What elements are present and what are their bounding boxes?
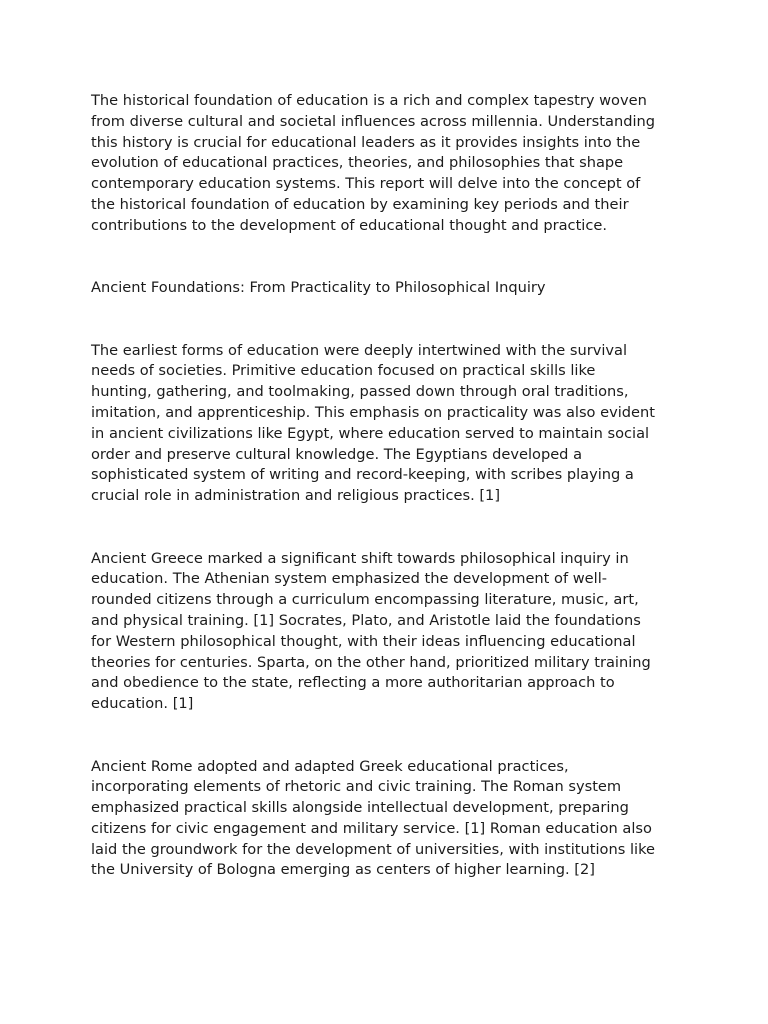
paragraph-ancient-greece: Ancient Greece marked a significant shift towards philosophical inquiry in education. The Athenian system emphasized the development of well- rounded citizens through a curriculum encompassing literature, music, art, and physical training. [1] Socrates, Plato, and Aristotle laid the foundations for Western philosophical thought, with their ideas influencing educational theories for centuries. Sparta, on the other hand, prioritized military training and obedience to the state, reflecting a more authoritarian approach to education. [1] (91, 549, 651, 713)
section-heading: Ancient Foundations: From Practicality to Philosophical Inquiry (91, 279, 546, 297)
spacer (91, 507, 691, 549)
paragraph-ancient-rome: Ancient Rome adopted and adapted Greek educational practices, incorporating elements of rhetoric and civic training. The Roman system emphasized practical skills alongside intellectual development, preparing citizens for civic engagement and military service. [1] Roman education also laid the groundwork for the development of universities, with institutions like the University of Bologna emerging as centers of higher learning. [2] (91, 757, 655, 879)
spacer (91, 299, 691, 341)
document-page (91, 91, 691, 881)
intro-paragraph: The historical foundation of education is a rich and complex tapestry woven from diverse cultural and societal influences across millennia. Understanding this history is crucial for educational leaders as it provides insights into the evolution of educational practices, theories, and philosophies that shape contemporary education systems. This report will delve into the concept of the historical foundation of education by examining key periods and their contributions to the development of educational thought and practice. (91, 92, 656, 234)
spacer (91, 715, 691, 757)
paragraph-primitive-egypt: The earliest forms of education were deeply intertwined with the survival needs of societies. Primitive education focused on practical skills like hunting, gathering, and toolmaking, passed down through oral traditions, imitation, and apprenticeship. This emphasis on practicality was also evident in ancient civilizations like Egypt, where education served to maintain social order and preserve cultural knowledge. The Egyptians developed a sophisticated system of writing and record-keeping, with scribes playing a crucial role in administration and religious practices. [1] (91, 341, 656, 505)
spacer (91, 237, 691, 279)
